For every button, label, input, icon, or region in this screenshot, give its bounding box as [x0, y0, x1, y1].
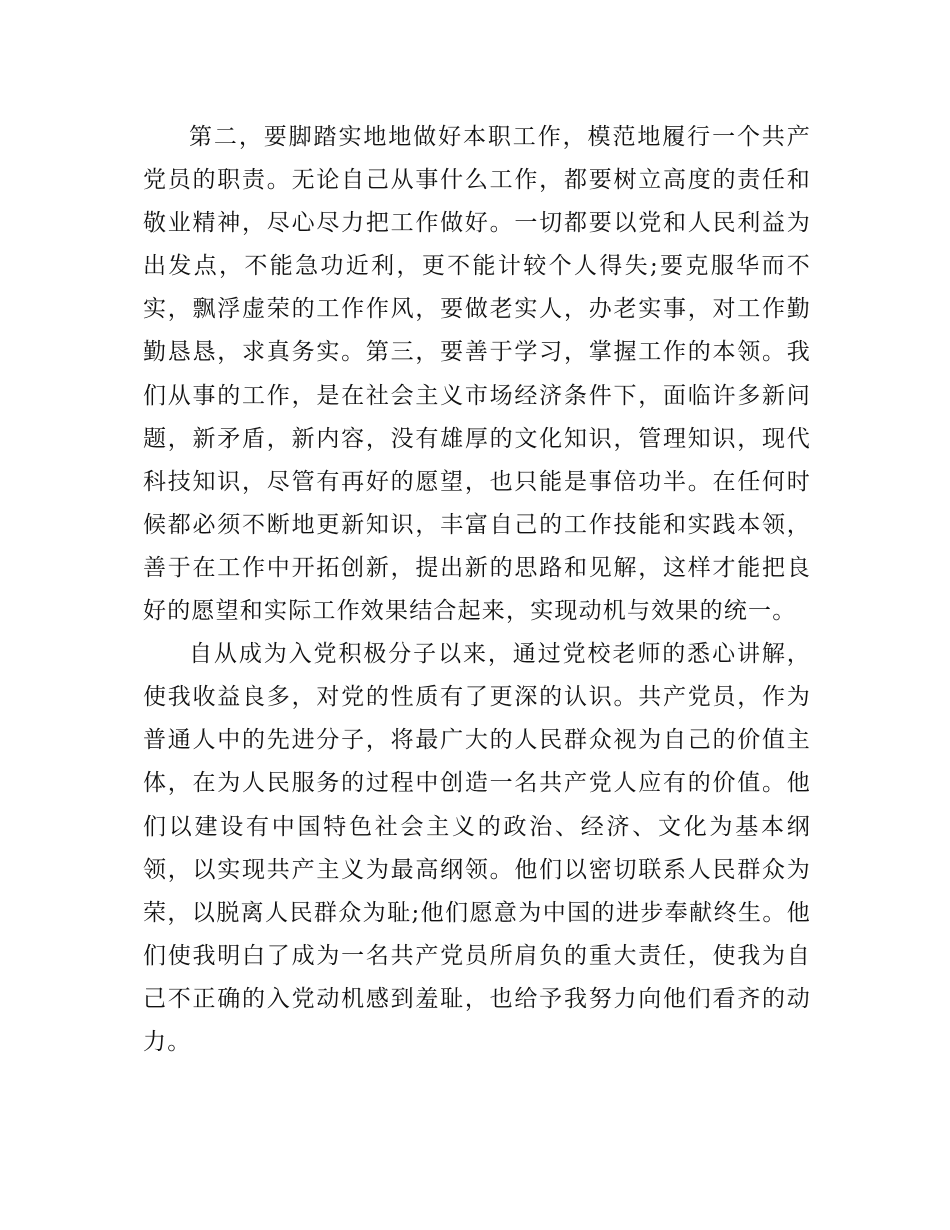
document-body	[143, 116, 811, 1064]
paragraph-duty-and-learning: 第二，要脚踏实地地做好本职工作，模范地履行一个共产党员的职责。无论自己从事什么工作，都要树立高度的责任和敬业精神，尽心尽力把工作做好。一切都要以党和人民利益为出发点，不能急功近利，更不能计较个人得失;要克服华而不实，飘浮虚荣的工作作风，要做老实人，办老实事，对工作勤勤恳恳，求真务实。第三，要善于学习，掌握工作的本领。我们从事的工作，是在社会主义市场经济条件下，面临许多新问题，新矛盾，新内容，没有雄厚的文化知识，管理知识，现代科技知识，尽管有再好的愿望，也只能是事倍功半。在任何时候都必须不断地更新知识，丰富自己的工作技能和实践本领，善于在工作中开拓创新，提出新的思路和见解，这样才能把良好的愿望和实际工作效果结合起来，实现动机与效果的统一。	[143, 124, 811, 625]
paragraph-party-understanding: 自从成为入党积极分子以来，通过党校老师的悉心讲解，使我收益良多，对党的性质有了更深的认识。共产党员，作为普通人中的先进分子，将最广大的人民群众视为自己的价值主体，在为人民服务的过程中创造一名共产党人应有的价值。他们以建设有中国特色社会主义的政治、经济、文化为基本纲领，以实现共产主义为最高纲领。他们以密切联系人民群众为荣，以脱离人民群众为耻;他们愿意为中国的进步奉献终生。他们使我明白了成为一名共产党员所肩负的重大责任，使我为自己不正确的入党动机感到羞耻，也给予我努力向他们看齐的动力。	[143, 641, 811, 1055]
